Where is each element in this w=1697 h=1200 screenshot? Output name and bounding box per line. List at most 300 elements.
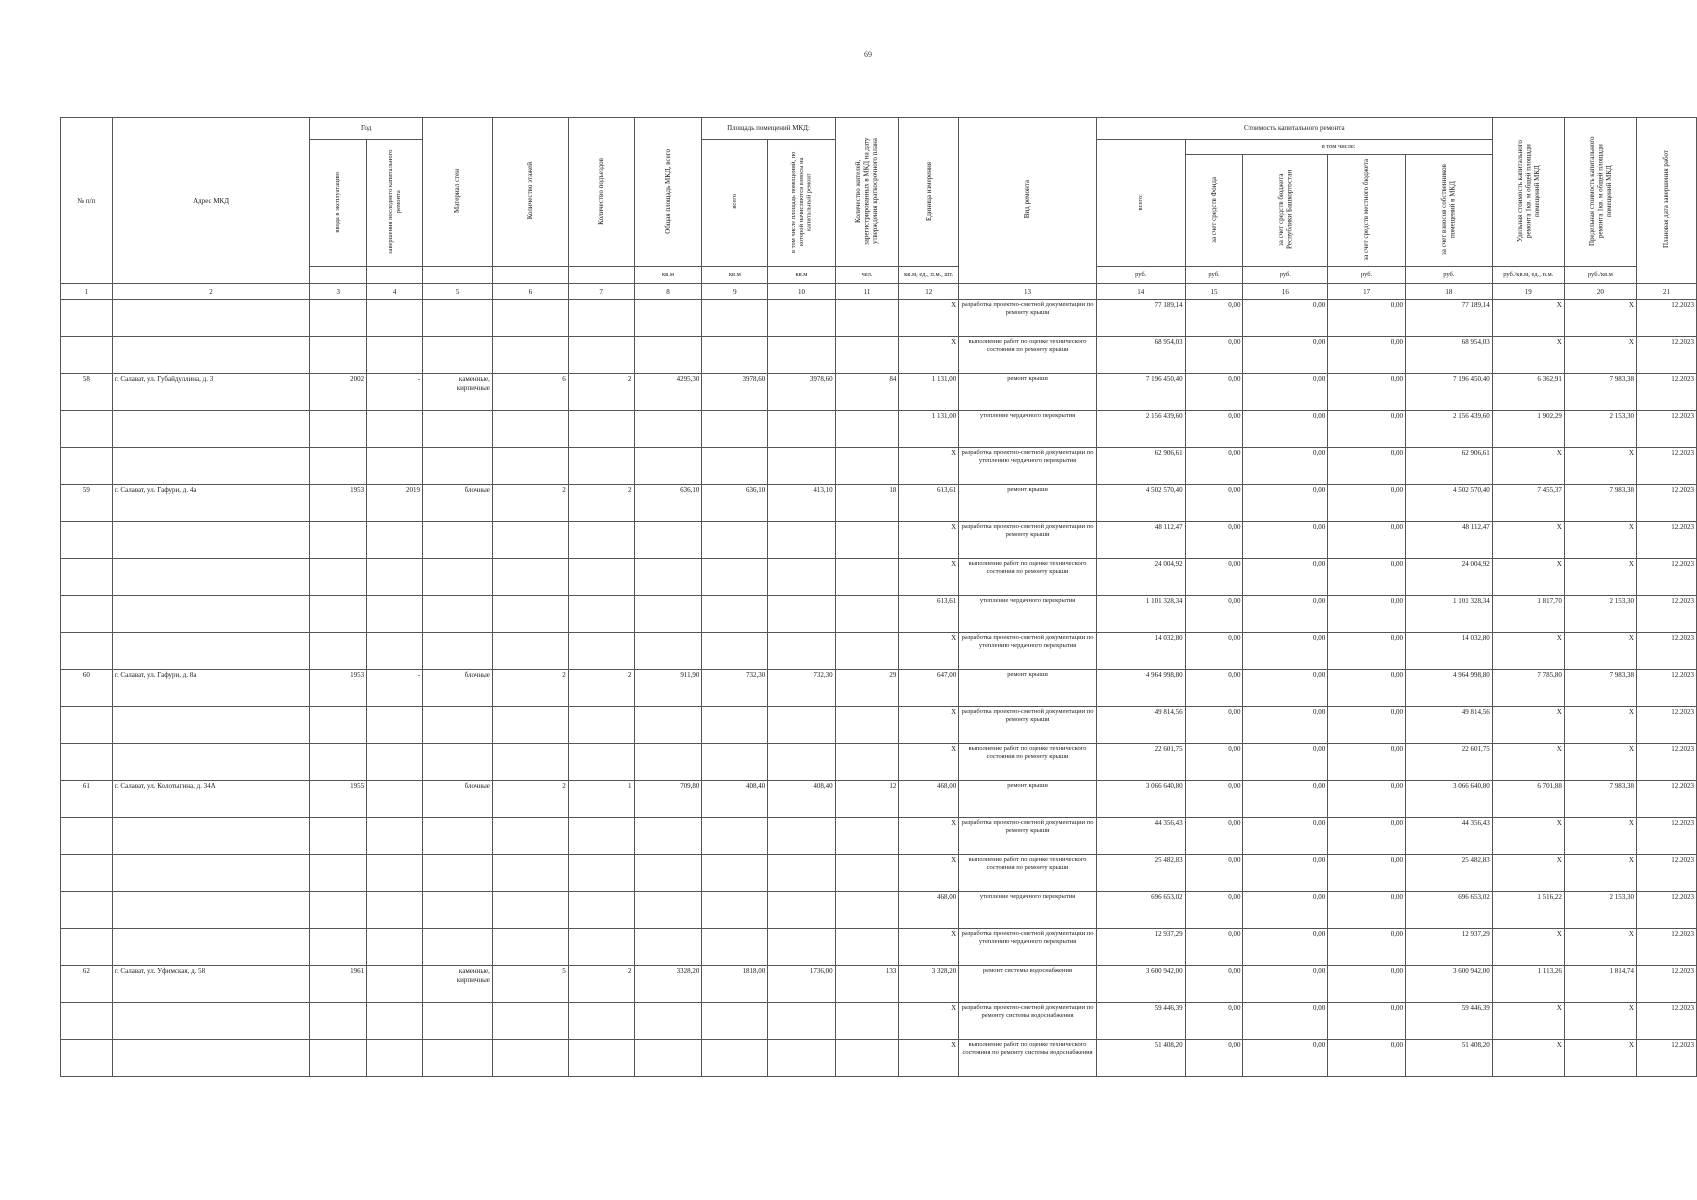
- unit-value-cell: 613,61: [899, 596, 959, 633]
- entrances-cell: 2: [568, 374, 634, 411]
- residents-cell: [835, 559, 899, 596]
- unit-cell: руб./кв.м: [1564, 267, 1636, 284]
- header-cost-total: всего:: [1096, 140, 1185, 267]
- material-cell: [423, 929, 493, 966]
- address-cell: [112, 300, 309, 337]
- cost-fund-cell: 0,00: [1185, 855, 1243, 892]
- floors-cell: [492, 1040, 568, 1077]
- work-type-cell: разработка проектно-сметной документации по ремонту крыши: [959, 300, 1097, 337]
- total-area-cell: [634, 929, 702, 966]
- cost-owners-cell: 4 964 998,80: [1405, 670, 1492, 707]
- header-cost-owners: за счет взносов собственников помещений в МКД: [1405, 155, 1492, 267]
- header-cost-local: за счет средств местного бюджета: [1328, 155, 1406, 267]
- cost-fund-cell: 0,00: [1185, 559, 1243, 596]
- cost-local-cell: 0,00: [1328, 300, 1406, 337]
- unit-value-cell: X: [899, 744, 959, 781]
- cost-local-cell: 0,00: [1328, 892, 1406, 929]
- year-commission-cell: 1953: [310, 670, 367, 707]
- year-commission-cell: [310, 1040, 367, 1077]
- plan-date-cell: 12.2023: [1636, 1003, 1696, 1040]
- area-total-cell: 1818,00: [702, 966, 768, 1003]
- specific-cost-cell: 1 516,22: [1492, 892, 1564, 929]
- unit-value-cell: X: [899, 929, 959, 966]
- unit-value-cell: X: [899, 300, 959, 337]
- row-number: [61, 300, 113, 337]
- address-cell: [112, 707, 309, 744]
- row-number: [61, 707, 113, 744]
- cost-owners-cell: 25 482,83: [1405, 855, 1492, 892]
- year-repair-cell: [367, 707, 423, 744]
- header-year-group: Год: [310, 118, 423, 140]
- unit-value-cell: 1 131,00: [899, 411, 959, 448]
- material-cell: [423, 448, 493, 485]
- specific-cost-cell: 1 817,70: [1492, 596, 1564, 633]
- address-cell: г. Салават, ул. Гафури, д. 8а: [112, 670, 309, 707]
- cost-owners-cell: 4 502 570,40: [1405, 485, 1492, 522]
- address-cell: [112, 448, 309, 485]
- unit-cell: кв.м: [634, 267, 702, 284]
- page-number: 69: [864, 50, 872, 59]
- residents-cell: [835, 855, 899, 892]
- unit-value-cell: X: [899, 1040, 959, 1077]
- area-owned-cell: 732,30: [768, 670, 835, 707]
- max-cost-cell: X: [1564, 337, 1636, 374]
- total-area-cell: [634, 855, 702, 892]
- address-cell: [112, 337, 309, 374]
- year-commission-cell: 1955: [310, 781, 367, 818]
- total-area-cell: [634, 707, 702, 744]
- row-number: [61, 633, 113, 670]
- unit-cell: чел.: [835, 267, 899, 284]
- max-cost-cell: 7 983,38: [1564, 781, 1636, 818]
- column-number: 3: [310, 284, 367, 300]
- area-total-cell: [702, 892, 768, 929]
- total-area-cell: [634, 1003, 702, 1040]
- material-cell: [423, 707, 493, 744]
- address-cell: г. Салават, ул. Уфимская, д. 58: [112, 966, 309, 1003]
- entrances-cell: [568, 448, 634, 485]
- cost-fund-cell: 0,00: [1185, 892, 1243, 929]
- material-cell: блочные: [423, 485, 493, 522]
- unit-value-cell: X: [899, 337, 959, 374]
- row-number: [61, 411, 113, 448]
- residents-cell: [835, 337, 899, 374]
- area-total-cell: [702, 929, 768, 966]
- floors-cell: [492, 559, 568, 596]
- cost-total-cell: 4 964 998,80: [1096, 670, 1185, 707]
- column-number: 21: [1636, 284, 1696, 300]
- plan-date-cell: 12.2023: [1636, 744, 1696, 781]
- cost-republic-cell: 0,00: [1243, 485, 1328, 522]
- column-number: 6: [492, 284, 568, 300]
- year-commission-cell: 2002: [310, 374, 367, 411]
- address-cell: [112, 411, 309, 448]
- plan-date-cell: 12.2023: [1636, 781, 1696, 818]
- plan-date-cell: 12.2023: [1636, 633, 1696, 670]
- cost-owners-cell: 3 600 942,00: [1405, 966, 1492, 1003]
- specific-cost-cell: X: [1492, 855, 1564, 892]
- total-area-cell: [634, 522, 702, 559]
- area-total-cell: [702, 707, 768, 744]
- total-area-cell: 636,10: [634, 485, 702, 522]
- year-repair-cell: [367, 300, 423, 337]
- specific-cost-cell: 1 113,26: [1492, 966, 1564, 1003]
- specific-cost-cell: X: [1492, 448, 1564, 485]
- cost-local-cell: 0,00: [1328, 411, 1406, 448]
- total-area-cell: [634, 337, 702, 374]
- area-total-cell: [702, 448, 768, 485]
- floors-cell: [492, 892, 568, 929]
- entrances-cell: 2: [568, 966, 634, 1003]
- cost-republic-cell: 0,00: [1243, 411, 1328, 448]
- plan-date-cell: 12.2023: [1636, 411, 1696, 448]
- residents-cell: [835, 929, 899, 966]
- column-number: 7: [568, 284, 634, 300]
- cost-total-cell: 48 112,47: [1096, 522, 1185, 559]
- area-owned-cell: [768, 411, 835, 448]
- floors-cell: 5: [492, 966, 568, 1003]
- table-row: [61, 966, 1697, 1003]
- plan-date-cell: 12.2023: [1636, 448, 1696, 485]
- area-owned-cell: [768, 892, 835, 929]
- cost-owners-cell: 49 814,56: [1405, 707, 1492, 744]
- area-total-cell: [702, 337, 768, 374]
- work-type-cell: ремонт крыши: [959, 485, 1097, 522]
- area-owned-cell: [768, 448, 835, 485]
- cost-local-cell: 0,00: [1328, 670, 1406, 707]
- year-repair-cell: [367, 522, 423, 559]
- plan-date-cell: 12.2023: [1636, 966, 1696, 1003]
- specific-cost-cell: 6 701,88: [1492, 781, 1564, 818]
- table-row: [61, 374, 1697, 411]
- cost-total-cell: 22 601,75: [1096, 744, 1185, 781]
- cost-fund-cell: 0,00: [1185, 485, 1243, 522]
- cost-total-cell: 77 189,14: [1096, 300, 1185, 337]
- row-number: [61, 1040, 113, 1077]
- unit-value-cell: 1 131,00: [899, 374, 959, 411]
- table-row: [61, 744, 1697, 781]
- floors-cell: [492, 337, 568, 374]
- residents-cell: [835, 1040, 899, 1077]
- total-area-cell: 3328,20: [634, 966, 702, 1003]
- cost-republic-cell: 0,00: [1243, 929, 1328, 966]
- cost-fund-cell: 0,00: [1185, 744, 1243, 781]
- year-commission-cell: 1953: [310, 485, 367, 522]
- residents-cell: [835, 411, 899, 448]
- year-repair-cell: [367, 929, 423, 966]
- cost-total-cell: 2 156 439,60: [1096, 411, 1185, 448]
- capital-repair-table: [60, 117, 1697, 1077]
- max-cost-cell: 2 153,30: [1564, 596, 1636, 633]
- cost-total-cell: 44 356,43: [1096, 818, 1185, 855]
- plan-date-cell: 12.2023: [1636, 596, 1696, 633]
- cost-total-cell: 3 066 640,80: [1096, 781, 1185, 818]
- column-number: 14: [1096, 284, 1185, 300]
- residents-cell: [835, 596, 899, 633]
- table-row: [61, 1003, 1697, 1040]
- year-repair-cell: [367, 1003, 423, 1040]
- column-number: 15: [1185, 284, 1243, 300]
- cost-local-cell: 0,00: [1328, 744, 1406, 781]
- cost-republic-cell: 0,00: [1243, 448, 1328, 485]
- area-owned-cell: 413,10: [768, 485, 835, 522]
- cost-owners-cell: 3 066 640,80: [1405, 781, 1492, 818]
- year-repair-cell: 2019: [367, 485, 423, 522]
- cost-local-cell: 0,00: [1328, 596, 1406, 633]
- residents-cell: [835, 818, 899, 855]
- header-max-cost: Предельная стоимость капитального ремонта 1кв. м общей площади помещений МКД: [1564, 118, 1636, 267]
- unit-value-cell: X: [899, 707, 959, 744]
- year-repair-cell: [367, 559, 423, 596]
- work-type-cell: разработка проектно-сметной документации по утеплению чердачного перекрытия: [959, 633, 1097, 670]
- cost-fund-cell: 0,00: [1185, 633, 1243, 670]
- floors-cell: [492, 707, 568, 744]
- max-cost-cell: 2 153,30: [1564, 892, 1636, 929]
- cost-local-cell: 0,00: [1328, 485, 1406, 522]
- header-total-area: Общая площадь МКД, всего: [634, 118, 702, 267]
- table-body: [61, 300, 1697, 1077]
- entrances-cell: [568, 892, 634, 929]
- area-total-cell: [702, 633, 768, 670]
- area-owned-cell: [768, 522, 835, 559]
- specific-cost-cell: 7 785,80: [1492, 670, 1564, 707]
- plan-date-cell: 12.2023: [1636, 929, 1696, 966]
- year-repair-cell: [367, 337, 423, 374]
- specific-cost-cell: 1 902,29: [1492, 411, 1564, 448]
- unit-value-cell: 613,61: [899, 485, 959, 522]
- cost-total-cell: 49 814,56: [1096, 707, 1185, 744]
- year-commission-cell: [310, 411, 367, 448]
- area-total-cell: 3978,60: [702, 374, 768, 411]
- cost-owners-cell: 696 653,02: [1405, 892, 1492, 929]
- material-cell: [423, 1003, 493, 1040]
- column-number: 1: [61, 284, 113, 300]
- work-type-cell: выполнение работ по оценке технического состояния по ремонту крыши: [959, 559, 1097, 596]
- area-total-cell: [702, 818, 768, 855]
- material-cell: [423, 300, 493, 337]
- area-owned-cell: [768, 855, 835, 892]
- area-owned-cell: [768, 1040, 835, 1077]
- floors-cell: [492, 596, 568, 633]
- max-cost-cell: 2 153,30: [1564, 411, 1636, 448]
- unit-cell: руб./кв.м, ед., п.м.: [1492, 267, 1564, 284]
- entrances-cell: [568, 855, 634, 892]
- table-row: [61, 337, 1697, 374]
- cost-owners-cell: 2 156 439,60: [1405, 411, 1492, 448]
- table-header: [61, 118, 1697, 300]
- address-cell: [112, 1003, 309, 1040]
- plan-date-cell: 12.2023: [1636, 818, 1696, 855]
- material-cell: каменные, кирпичные: [423, 966, 493, 1003]
- cost-fund-cell: 0,00: [1185, 448, 1243, 485]
- cost-republic-cell: 0,00: [1243, 744, 1328, 781]
- cost-fund-cell: 0,00: [1185, 1040, 1243, 1077]
- area-total-cell: 732,30: [702, 670, 768, 707]
- header-num: № п/п: [61, 118, 113, 284]
- cost-owners-cell: 59 446,39: [1405, 1003, 1492, 1040]
- material-cell: [423, 1040, 493, 1077]
- year-commission-cell: [310, 633, 367, 670]
- floors-cell: 2: [492, 485, 568, 522]
- cost-owners-cell: 48 112,47: [1405, 522, 1492, 559]
- residents-cell: 29: [835, 670, 899, 707]
- max-cost-cell: X: [1564, 707, 1636, 744]
- entrances-cell: [568, 1003, 634, 1040]
- column-number-row: [61, 284, 1697, 300]
- specific-cost-cell: X: [1492, 1003, 1564, 1040]
- plan-date-cell: 12.2023: [1636, 485, 1696, 522]
- work-type-cell: выполнение работ по оценке технического состояния по ремонту крыши: [959, 855, 1097, 892]
- total-area-cell: [634, 892, 702, 929]
- entrances-cell: [568, 596, 634, 633]
- cost-total-cell: 68 954,03: [1096, 337, 1185, 374]
- residents-cell: [835, 707, 899, 744]
- plan-date-cell: 12.2023: [1636, 559, 1696, 596]
- plan-date-cell: 12.2023: [1636, 892, 1696, 929]
- entrances-cell: [568, 300, 634, 337]
- area-total-cell: [702, 855, 768, 892]
- floors-cell: [492, 448, 568, 485]
- area-owned-cell: [768, 633, 835, 670]
- year-commission-cell: [310, 707, 367, 744]
- header-entrances: Количество подъездов: [568, 118, 634, 267]
- material-cell: [423, 744, 493, 781]
- residents-cell: [835, 448, 899, 485]
- area-total-cell: [702, 559, 768, 596]
- floors-cell: [492, 855, 568, 892]
- cost-fund-cell: 0,00: [1185, 670, 1243, 707]
- entrances-cell: [568, 1040, 634, 1077]
- total-area-cell: 709,80: [634, 781, 702, 818]
- cost-republic-cell: 0,00: [1243, 1003, 1328, 1040]
- column-number: 17: [1328, 284, 1406, 300]
- area-owned-cell: [768, 559, 835, 596]
- year-repair-cell: -: [367, 670, 423, 707]
- material-cell: [423, 818, 493, 855]
- total-area-cell: [634, 559, 702, 596]
- work-type-cell: выполнение работ по оценке технического состояния по ремонту крыши: [959, 337, 1097, 374]
- cost-local-cell: 0,00: [1328, 633, 1406, 670]
- cost-total-cell: 12 937,29: [1096, 929, 1185, 966]
- cost-fund-cell: 0,00: [1185, 374, 1243, 411]
- column-number: 9: [702, 284, 768, 300]
- area-total-cell: 636,10: [702, 485, 768, 522]
- specific-cost-cell: 6 362,91: [1492, 374, 1564, 411]
- column-number: 19: [1492, 284, 1564, 300]
- row-number: 59: [61, 485, 113, 522]
- year-commission-cell: [310, 744, 367, 781]
- area-owned-cell: [768, 818, 835, 855]
- material-cell: [423, 892, 493, 929]
- cost-fund-cell: 0,00: [1185, 411, 1243, 448]
- residents-cell: [835, 300, 899, 337]
- cost-republic-cell: 0,00: [1243, 559, 1328, 596]
- work-type-cell: разработка проектно-сметной документации по утеплению чердачного перекрытия: [959, 929, 1097, 966]
- entrances-cell: 2: [568, 670, 634, 707]
- cost-local-cell: 0,00: [1328, 966, 1406, 1003]
- address-cell: [112, 559, 309, 596]
- max-cost-cell: X: [1564, 300, 1636, 337]
- work-type-cell: разработка проектно-сметной документации по ремонту крыши: [959, 818, 1097, 855]
- material-cell: [423, 522, 493, 559]
- cost-fund-cell: 0,00: [1185, 1003, 1243, 1040]
- table-row: [61, 300, 1697, 337]
- work-type-cell: утепление чердачного перекрытия: [959, 596, 1097, 633]
- floors-cell: [492, 744, 568, 781]
- address-cell: [112, 633, 309, 670]
- row-number: 60: [61, 670, 113, 707]
- material-cell: [423, 596, 493, 633]
- cost-total-cell: 59 446,39: [1096, 1003, 1185, 1040]
- year-repair-cell: [367, 596, 423, 633]
- residents-cell: [835, 522, 899, 559]
- cost-republic-cell: 0,00: [1243, 966, 1328, 1003]
- material-cell: [423, 337, 493, 374]
- residents-cell: [835, 1003, 899, 1040]
- year-repair-cell: [367, 818, 423, 855]
- cost-republic-cell: 0,00: [1243, 781, 1328, 818]
- table-row: [61, 707, 1697, 744]
- work-type-cell: разработка проектно-сметной документации по ремонту системы водоснабжения: [959, 1003, 1097, 1040]
- address-cell: [112, 744, 309, 781]
- cost-total-cell: 51 408,20: [1096, 1040, 1185, 1077]
- cost-republic-cell: 0,00: [1243, 818, 1328, 855]
- max-cost-cell: X: [1564, 1003, 1636, 1040]
- cost-total-cell: 14 032,80: [1096, 633, 1185, 670]
- unit-cell: руб.: [1243, 267, 1328, 284]
- row-number: 62: [61, 966, 113, 1003]
- cost-local-cell: 0,00: [1328, 929, 1406, 966]
- table-row: [61, 781, 1697, 818]
- year-repair-cell: [367, 633, 423, 670]
- year-commission-cell: [310, 448, 367, 485]
- row-number: [61, 448, 113, 485]
- header-cost-incl: в том числе:: [1185, 140, 1492, 155]
- cost-owners-cell: 22 601,75: [1405, 744, 1492, 781]
- specific-cost-cell: X: [1492, 559, 1564, 596]
- area-owned-cell: 1736,00: [768, 966, 835, 1003]
- max-cost-cell: X: [1564, 448, 1636, 485]
- floors-cell: [492, 929, 568, 966]
- header-plan-date: Плановая дата завершения работ: [1636, 118, 1696, 284]
- area-total-cell: [702, 744, 768, 781]
- address-cell: [112, 1040, 309, 1077]
- area-owned-cell: [768, 1003, 835, 1040]
- header-year-last-repair: завершения последнего капитального ремонта: [367, 140, 423, 267]
- area-owned-cell: [768, 337, 835, 374]
- table-row: [61, 670, 1697, 707]
- unit-cell: руб.: [1096, 267, 1185, 284]
- area-total-cell: 408,40: [702, 781, 768, 818]
- unit-cell: руб.: [1328, 267, 1406, 284]
- area-total-cell: [702, 300, 768, 337]
- cost-local-cell: 0,00: [1328, 818, 1406, 855]
- entrances-cell: [568, 929, 634, 966]
- residents-cell: [835, 633, 899, 670]
- max-cost-cell: 7 983,38: [1564, 485, 1636, 522]
- unit-value-cell: X: [899, 633, 959, 670]
- year-repair-cell: [367, 448, 423, 485]
- year-repair-cell: [367, 892, 423, 929]
- floors-cell: [492, 411, 568, 448]
- specific-cost-cell: X: [1492, 818, 1564, 855]
- area-total-cell: [702, 411, 768, 448]
- cost-republic-cell: 0,00: [1243, 374, 1328, 411]
- table-row: [61, 818, 1697, 855]
- address-cell: [112, 855, 309, 892]
- row-number: [61, 522, 113, 559]
- column-number: 4: [367, 284, 423, 300]
